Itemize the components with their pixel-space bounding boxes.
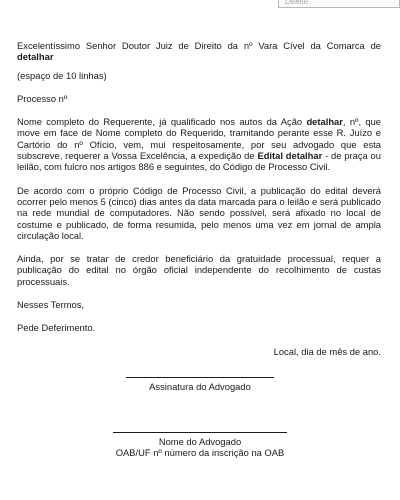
p1-bold-action: detalhar	[306, 116, 343, 128]
p1-text-c: , nº, que move em face de Nome completo do Requerido, tramitando perante esse R. Juízo e Cartório do nº Ofício, vem, mui respeitosamente, por seu advogado que esta subscreve, requerer a Vossa Excelência, a expedição de	[17, 116, 381, 162]
salutation	[17, 40, 381, 63]
lawyer-signature-block	[0, 377, 400, 392]
signature-label: Assinatura do Advogado	[149, 381, 251, 392]
paragraph-gratuity: Ainda, por se tratar de credor beneficiário da gratuidade processual, requer a publicação do edital no órgão oficial independente do recolhimento de custas processuais.	[17, 253, 381, 287]
place-date: Local, dia de mês de ano.	[273, 345, 381, 357]
paragraph-request	[17, 116, 381, 172]
p1-text-e: - de praça ou leilão, com fulcro nos artigos 886 e seguintes, do Código de Processo Civil.	[17, 150, 381, 173]
p1-bold-edital: Edital detalhar	[257, 150, 323, 162]
p1-text-a: Nome completo do Requerente, já qualificado nos autos da Ação	[17, 116, 307, 128]
delete-tab[interactable]	[278, 0, 400, 8]
delete-tab-label: Delete	[285, 0, 309, 6]
paragraph-publication: De acordo com o próprio Código de Processo Civil, a publicação do edital deverá ocorrer pelo menos 5 (cinco) dias antes da data marcada para o leilão e será publicado na rede mundial de computadores. Não sendo possível, será afixado no local de costume e publicado, de forma resumida, pelo menos uma vez em jornal de ampla circulação local.	[17, 184, 381, 241]
closing-terms: Nesses Termos,	[17, 299, 85, 311]
signature-line	[126, 377, 274, 378]
name-line	[113, 432, 287, 433]
petition-document	[17, 40, 381, 357]
oab-number: OAB/UF nº número da inscrição na OAB	[115, 447, 285, 459]
salutation-text: Excelentíssimo Senhor Doutor Juiz de Direito da nº Vara Cível da Comarca de	[17, 40, 381, 51]
lawyer-name: Nome do Advogado	[158, 436, 242, 447]
salutation-bold: detalhar	[17, 51, 54, 63]
request-deferral: Pede Deferimento.	[17, 322, 96, 334]
process-label: Processo nº	[17, 92, 68, 104]
lawyer-identification-block	[0, 432, 400, 459]
spacing-note: (espaço de 10 linhas)	[17, 69, 107, 81]
